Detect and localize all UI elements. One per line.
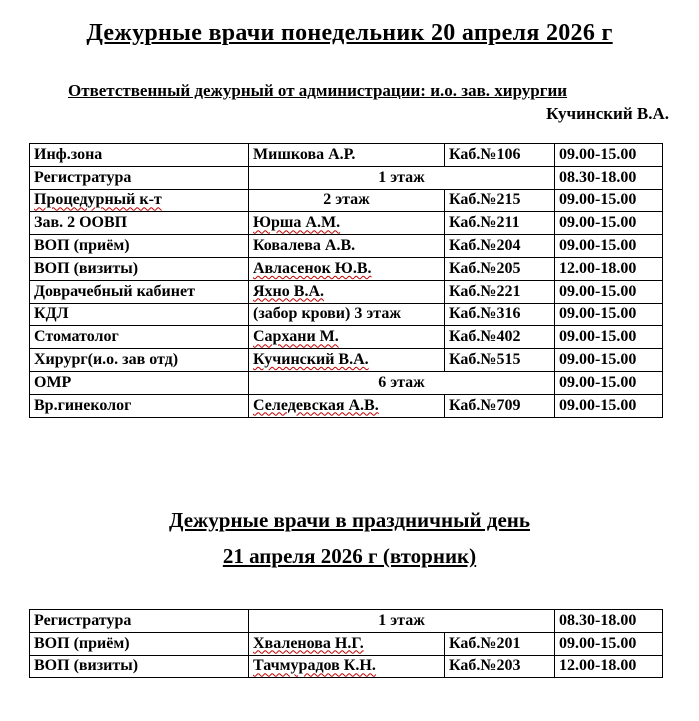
table-row: [30, 166, 663, 189]
dept-text: Процедурный к-т: [34, 191, 162, 209]
doctor-text: Хваленова Н.Г.: [253, 634, 364, 652]
doctor-text: Авласенок Ю.В.: [253, 259, 372, 277]
doctor-cell: [249, 257, 445, 280]
table-row: [30, 212, 663, 235]
dept-cell: Вр.гинеколог: [30, 394, 249, 417]
hours-cell: 09.00-15.00: [555, 632, 663, 655]
dept-cell: Зав. 2 ООВП: [30, 212, 249, 235]
table-row: [30, 610, 663, 633]
doctor-text: Кучинский В.А.: [253, 351, 369, 369]
room-cell: Каб.№201: [445, 632, 555, 655]
table-row: [30, 632, 663, 655]
hours-cell: 09.00-15.00: [555, 349, 663, 372]
table-row: [30, 189, 663, 212]
duty-table-holiday: [29, 609, 663, 678]
dept-cell: ВОП (визиты): [30, 655, 249, 678]
hours-cell: 09.00-15.00: [555, 371, 663, 394]
dept-cell: ВОП (приём): [30, 235, 249, 258]
hours-cell: 12.00-18.00: [555, 257, 663, 280]
duty-table-monday: [29, 143, 663, 418]
location-cell: 2 этаж: [249, 189, 445, 212]
responsible-line-1: Ответственный дежурный от администрации: и.о. зав. хирургии: [68, 81, 568, 100]
doctor-text: Яхно В.А.: [253, 282, 324, 300]
room-cell: Каб.№106: [445, 144, 555, 167]
room-cell: Каб.№221: [445, 280, 555, 303]
hours-cell: 09.00-15.00: [555, 212, 663, 235]
dept-cell: Регистратура: [30, 610, 249, 633]
doctor-cell: (забор крови) 3 этаж: [249, 303, 445, 326]
doctor-cell: [249, 655, 445, 678]
hours-cell: 09.00-15.00: [555, 280, 663, 303]
page-title: Дежурные врачи понедельник 20 апреля 2026 г: [86, 20, 613, 46]
holiday-date: 21 апреля 2026 г (вторник): [222, 544, 477, 568]
doctor-cell: [249, 349, 445, 372]
location-cell: 1 этаж: [249, 166, 555, 189]
room-cell: Каб.№709: [445, 394, 555, 417]
dept-cell: [30, 189, 249, 212]
hours-cell: 12.00-18.00: [555, 655, 663, 678]
table-row: [30, 326, 663, 349]
holiday-title: Дежурные врачи в праздничный день: [169, 508, 530, 532]
doctor-text: Юрша А.М.: [253, 214, 341, 232]
table-row: [30, 144, 663, 167]
location-cell: 6 этаж: [249, 371, 555, 394]
dept-cell: Стоматолог: [30, 326, 249, 349]
table-row: [30, 655, 663, 678]
room-cell: Каб.№515: [445, 349, 555, 372]
dept-cell: Хирург(и.о. зав отд): [30, 349, 249, 372]
room-cell: Каб.№402: [445, 326, 555, 349]
hours-cell: 08.30-18.00: [555, 166, 663, 189]
hours-cell: 09.00-15.00: [555, 235, 663, 258]
hours-cell: 09.00-15.00: [555, 326, 663, 349]
doctor-cell: [249, 280, 445, 303]
table-row: [30, 235, 663, 258]
room-cell: Каб.№215: [445, 189, 555, 212]
table-row: [30, 257, 663, 280]
hours-cell: 09.00-15.00: [555, 394, 663, 417]
room-cell: Каб.№204: [445, 235, 555, 258]
dept-cell: Доврачебный кабинет: [30, 280, 249, 303]
hours-cell: 08.30-18.00: [555, 610, 663, 633]
hours-cell: 09.00-15.00: [555, 144, 663, 167]
doctor-text: Тачмурадов К.Н.: [253, 657, 376, 675]
table-row: [30, 371, 663, 394]
dept-cell: ВОП (приём): [30, 632, 249, 655]
dept-cell: Инф.зона: [30, 144, 249, 167]
room-cell: Каб.№316: [445, 303, 555, 326]
room-cell: Каб.№211: [445, 212, 555, 235]
table-row: [30, 394, 663, 417]
responsible-line-2: Кучинский В.А.: [546, 104, 669, 123]
dept-cell: Регистратура: [30, 166, 249, 189]
table-row: [30, 303, 663, 326]
doctor-cell: Ковалева А.В.: [249, 235, 445, 258]
hours-cell: 09.00-15.00: [555, 303, 663, 326]
doctor-cell: [249, 632, 445, 655]
doctor-text: Селедевская А.В.: [253, 396, 379, 414]
doctor-text: Сархани М.: [253, 328, 339, 346]
dept-cell: КДЛ: [30, 303, 249, 326]
room-cell: Каб.№203: [445, 655, 555, 678]
location-cell: 1 этаж: [249, 610, 555, 633]
dept-cell: ОМР: [30, 371, 249, 394]
dept-cell: ВОП (визиты): [30, 257, 249, 280]
table-row: [30, 280, 663, 303]
doctor-cell: [249, 394, 445, 417]
table-row: [30, 349, 663, 372]
doctor-cell: [249, 326, 445, 349]
doctor-cell: [249, 212, 445, 235]
doctor-cell: Мишкова А.Р.: [249, 144, 445, 167]
room-cell: Каб.№205: [445, 257, 555, 280]
hours-cell: 09.00-15.00: [555, 189, 663, 212]
